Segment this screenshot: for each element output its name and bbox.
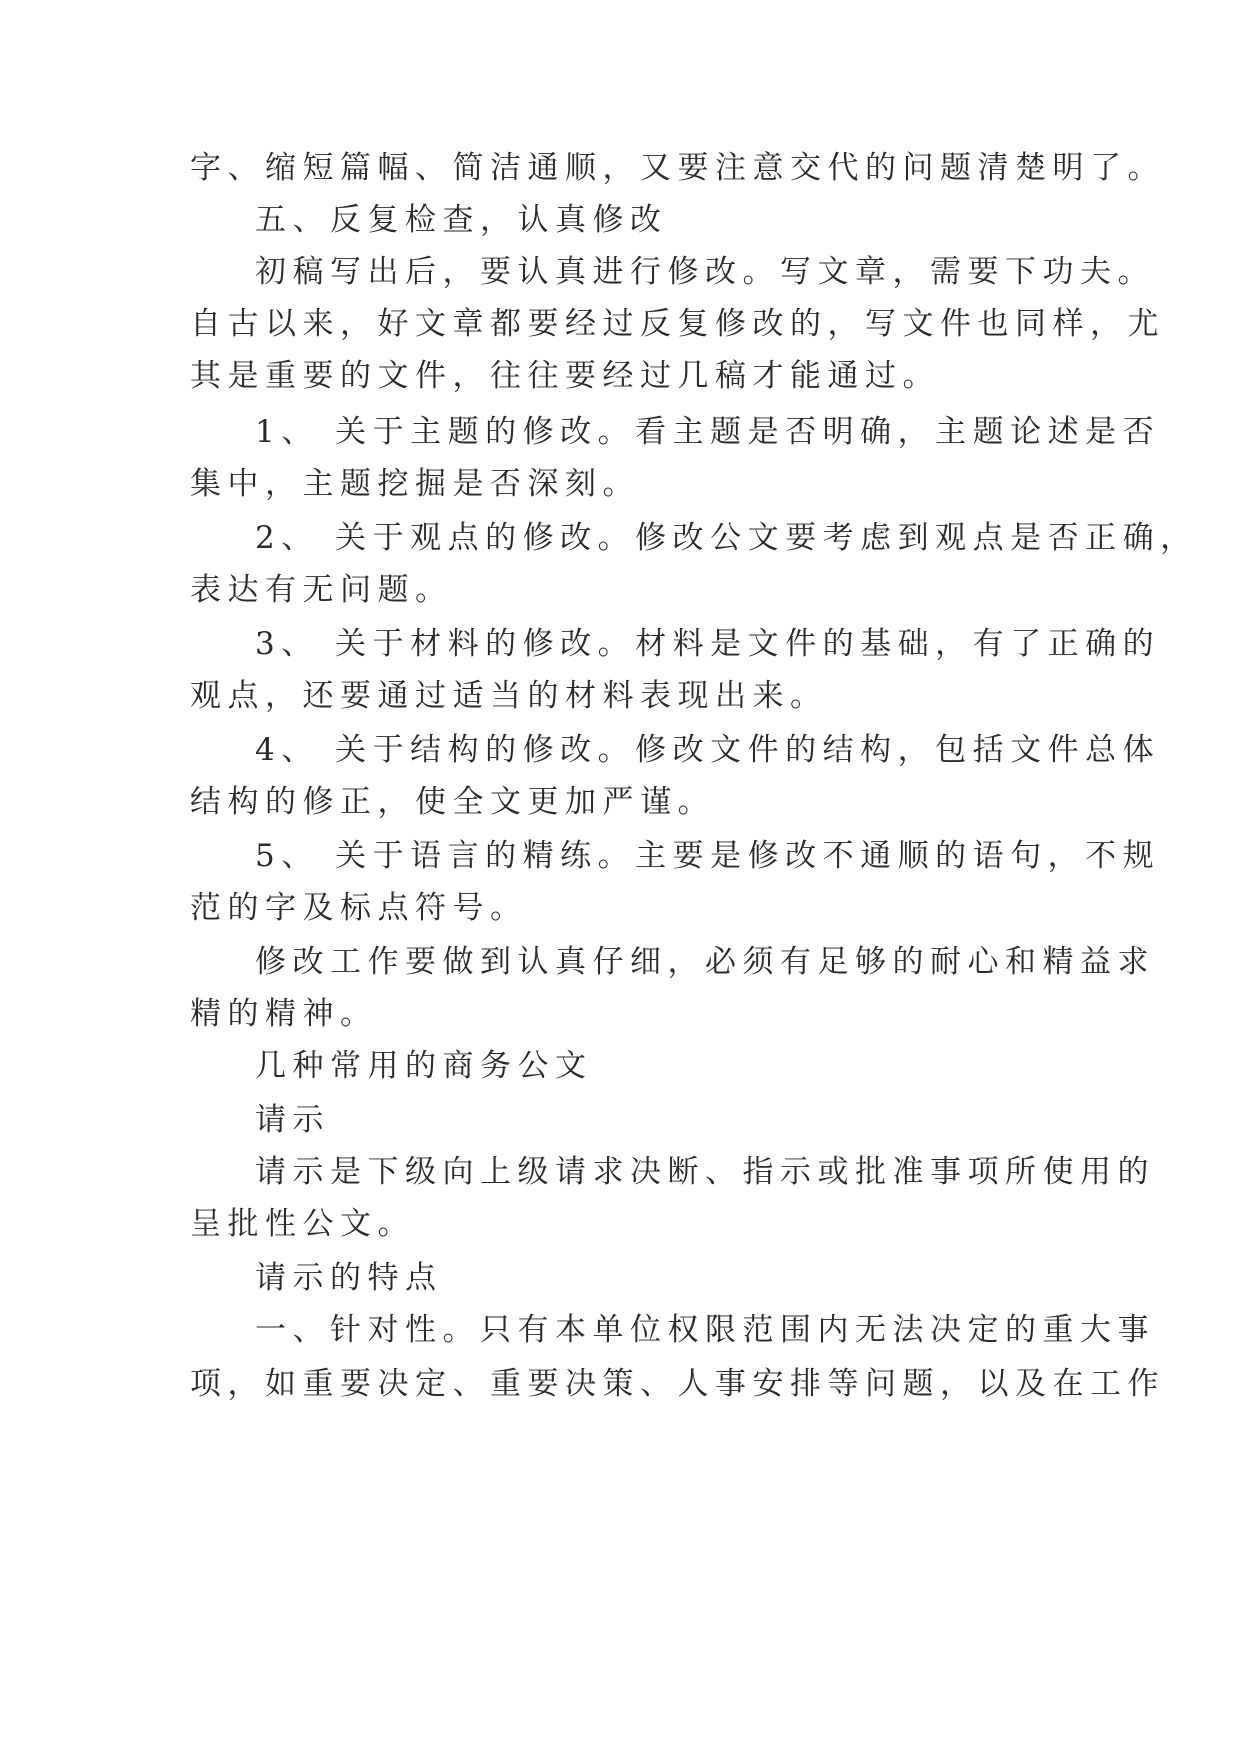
text-line: 表达有无问题。: [190, 572, 453, 608]
text-line: 自古以来，好文章都要经过反复修改的，写文件也同样，尤: [190, 306, 1165, 342]
text-line: 一、针对性。只有本单位权限范围内无法决定的重大事: [255, 1312, 1155, 1348]
text-line: 呈批性公文。: [190, 1206, 415, 1242]
list-item: 4、 关于结构的修改。修改文件的结构，包括文件总体: [255, 732, 1161, 768]
text-line: 其是重要的文件，往往要经过几稿才能通过。: [190, 358, 940, 394]
list-item: 2、 关于观点的修改。修改公文要考虑到观点是否正确，: [255, 520, 1198, 556]
text-line: 观点，还要通过适当的材料表现出来。: [190, 678, 828, 714]
text-line: 结构的修正，使全文更加严谨。: [190, 784, 715, 820]
text-line: 精的精神。: [190, 996, 378, 1032]
list-item: 1、 关于主题的修改。看主题是否明确，主题论述是否: [255, 414, 1161, 450]
text-line: 修改工作要做到认真仔细，必须有足够的耐心和精益求: [255, 944, 1155, 980]
text-line: 字、缩短篇幅、简洁通顺，又要注意交代的问题清楚明了。: [190, 150, 1165, 186]
text-line: 项，如重要决定、重要决策、人事安排等问题，以及在工作: [190, 1366, 1165, 1402]
text-line: 范的字及标点符号。: [190, 890, 528, 926]
section-heading: 五、反复检查，认真修改: [255, 202, 668, 238]
list-item: 3、 关于材料的修改。材料是文件的基础，有了正确的: [255, 626, 1161, 662]
text-line: 请示是下级向上级请求决断、指示或批准事项所使用的: [255, 1154, 1155, 1190]
text-line: 初稿写出后，要认真进行修改。写文章，需要下功夫。: [255, 254, 1155, 290]
section-heading: 请示: [255, 1102, 330, 1138]
section-heading: 几种常用的商务公文: [255, 1048, 593, 1084]
text-line: 集中，主题挖掘是否深刻。: [190, 466, 640, 502]
section-heading: 请示的特点: [255, 1260, 443, 1296]
list-item: 5、 关于语言的精练。主要是修改不通顺的语句，不规: [255, 838, 1161, 874]
